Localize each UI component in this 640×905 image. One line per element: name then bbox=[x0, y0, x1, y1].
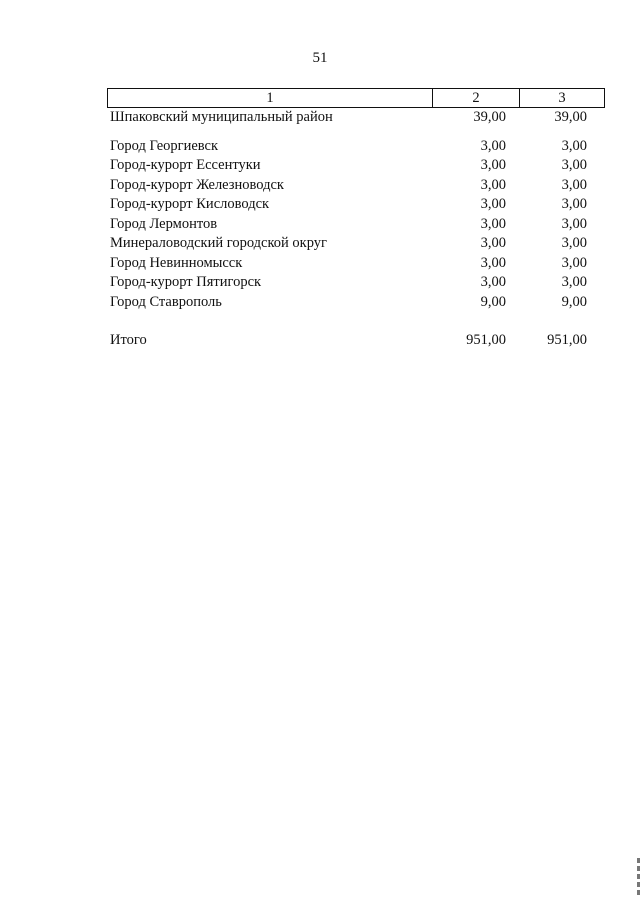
row-col-2: 9,00 bbox=[480, 293, 506, 310]
row-col-3: 3,00 bbox=[561, 176, 587, 193]
row-col-3: 3,00 bbox=[561, 196, 587, 212]
row-col-3: 3,00 bbox=[561, 235, 587, 251]
row-name: Шпаковский муниципальный район bbox=[110, 109, 333, 125]
row-name: Город Георгиевск bbox=[110, 137, 219, 154]
row-col-2: 39,00 bbox=[473, 109, 506, 125]
row-col-3: 3,00 bbox=[561, 157, 587, 173]
page-number: 51 bbox=[312, 50, 328, 66]
row-name: Город-курорт Ессентуки bbox=[110, 157, 261, 173]
header-col-2: 2 bbox=[432, 89, 519, 107]
row-col-3: 9,00 bbox=[561, 293, 587, 310]
row-col-2: 3,00 bbox=[480, 274, 506, 290]
table-row bbox=[107, 108, 605, 128]
allocation-table bbox=[107, 88, 605, 351]
table-row bbox=[107, 273, 605, 293]
row-col-3: 3,00 bbox=[561, 254, 587, 271]
row-col-2: 3,00 bbox=[480, 235, 506, 251]
total-col-3: 951,00 bbox=[547, 332, 587, 348]
row-name: Город-курорт Пятигорск bbox=[110, 274, 262, 290]
row-col-3: 39,00 bbox=[554, 109, 587, 125]
row-col-3: 3,00 bbox=[561, 137, 587, 154]
row-col-2: 3,00 bbox=[480, 137, 506, 154]
row-col-2: 3,00 bbox=[480, 196, 506, 212]
table-row bbox=[107, 137, 605, 157]
row-name: Минераловодский городской округ bbox=[110, 235, 327, 251]
table-row bbox=[107, 254, 605, 274]
table-row bbox=[107, 234, 605, 254]
total-row bbox=[107, 331, 605, 351]
row-col-3: 3,00 bbox=[561, 274, 587, 290]
table-row bbox=[107, 215, 605, 235]
header-col-3: 3 bbox=[519, 89, 604, 107]
row-name: Город-курорт Кисловодск bbox=[110, 196, 270, 212]
table-row bbox=[107, 156, 605, 176]
row-col-2: 3,00 bbox=[480, 254, 506, 271]
total-col-2: 951,00 bbox=[466, 332, 506, 348]
table-row bbox=[107, 293, 605, 313]
table-header bbox=[107, 88, 605, 108]
table-row bbox=[107, 195, 605, 215]
total-label: Итого bbox=[110, 332, 147, 348]
row-name: Город Невинномысск bbox=[110, 254, 243, 271]
row-name: Город Лермонтов bbox=[110, 215, 218, 232]
row-col-3: 3,00 bbox=[561, 215, 587, 232]
row-name: Город-курорт Железноводск bbox=[110, 176, 284, 193]
table-row bbox=[107, 176, 605, 196]
header-col-1: 1 bbox=[266, 90, 274, 106]
table-body bbox=[107, 108, 605, 351]
row-col-2: 3,00 bbox=[480, 176, 506, 193]
row-col-2: 3,00 bbox=[480, 215, 506, 232]
row-col-2: 3,00 bbox=[480, 157, 506, 173]
row-name: Город Ставрополь bbox=[110, 293, 222, 310]
